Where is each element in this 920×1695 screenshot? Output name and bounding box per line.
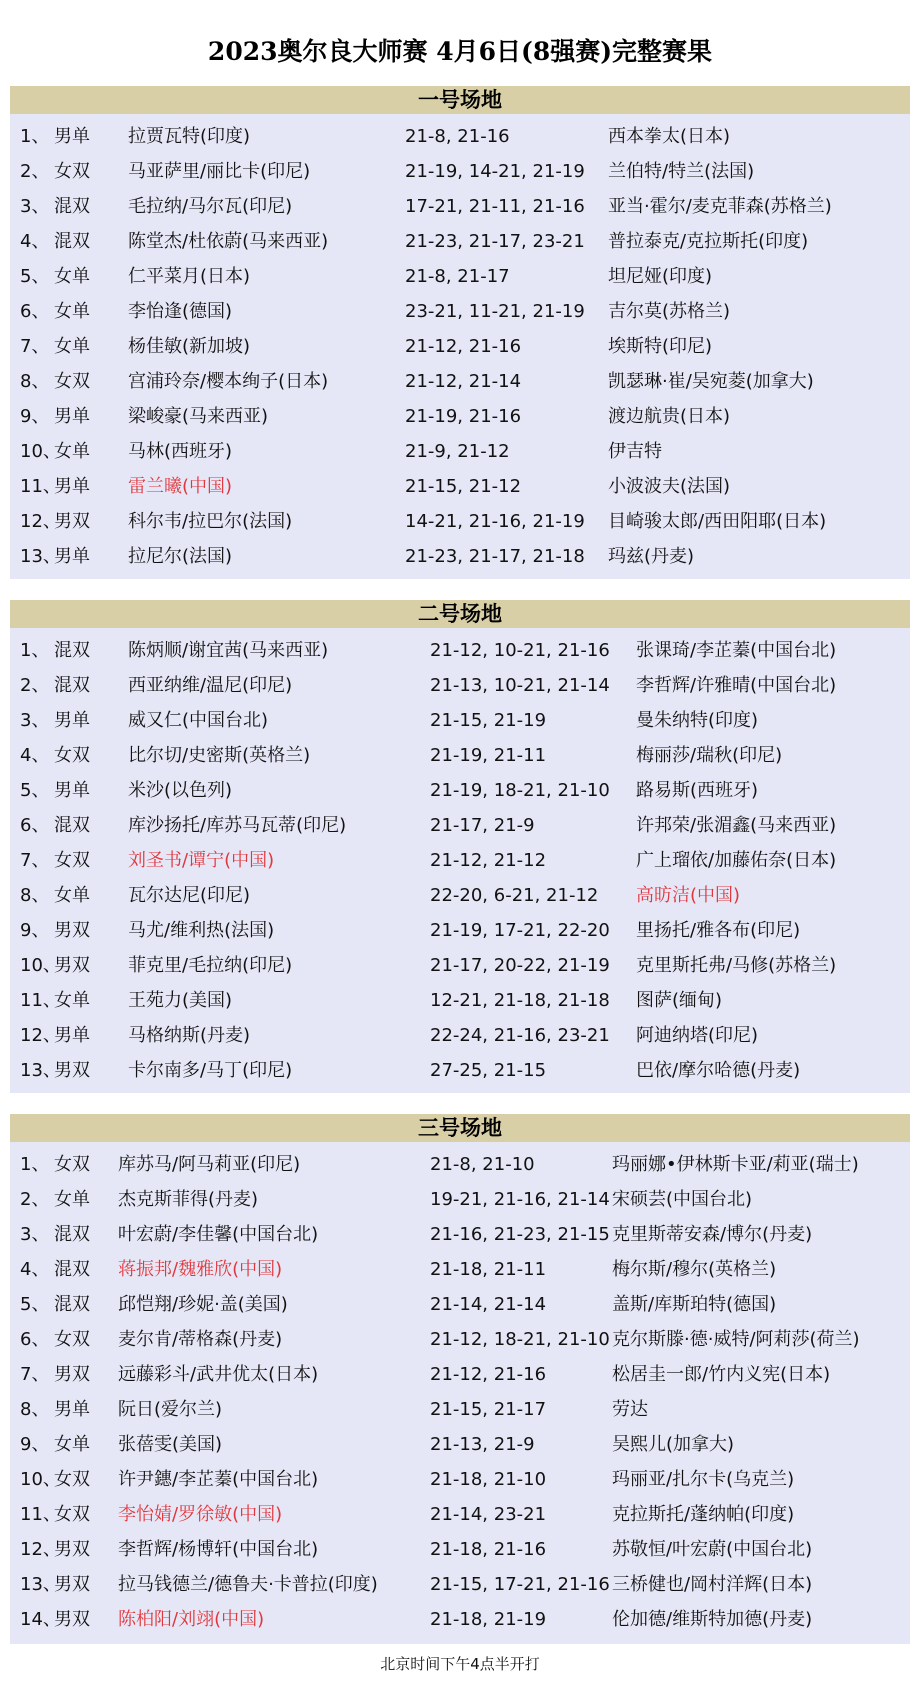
match-event: 女双 bbox=[54, 850, 90, 871]
player-a: 许尹鏸/李芷蓁(中国台北) bbox=[118, 1469, 319, 1490]
match-number: 3、 bbox=[20, 196, 50, 217]
match-number: 12、 bbox=[20, 511, 61, 532]
match-row bbox=[10, 773, 910, 808]
match-event: 男单 bbox=[54, 780, 90, 801]
match-row bbox=[10, 668, 910, 703]
match-number: 4、 bbox=[20, 1259, 50, 1280]
match-score: 21-17, 21-9 bbox=[430, 815, 535, 836]
match-score: 21-12, 21-14 bbox=[405, 371, 522, 392]
player-a: 王苑力(美国) bbox=[128, 990, 233, 1011]
player-b: 曼朱纳特(印度) bbox=[636, 710, 759, 731]
match-row bbox=[10, 1602, 910, 1637]
match-event: 女双 bbox=[54, 745, 90, 766]
player-a: 李怡婧/罗徐敏(中国) bbox=[118, 1504, 283, 1525]
match-number: 12、 bbox=[20, 1025, 61, 1046]
match-row bbox=[10, 948, 910, 983]
player-b: 伦加德/维斯特加德(丹麦) bbox=[612, 1609, 813, 1630]
match-row bbox=[10, 364, 910, 399]
court-heading: 三号场地 bbox=[10, 1114, 910, 1142]
match-row bbox=[10, 329, 910, 364]
match-score: 21-8, 21-16 bbox=[405, 126, 510, 147]
player-b: 克里斯托弗/马修(苏格兰) bbox=[636, 955, 837, 976]
match-number: 3、 bbox=[20, 1224, 50, 1245]
match-event: 女单 bbox=[54, 1189, 90, 1210]
match-row bbox=[10, 1322, 910, 1357]
player-b: 张课琦/李芷蓁(中国台北) bbox=[636, 640, 837, 661]
match-number: 5、 bbox=[20, 1294, 50, 1315]
match-event: 男双 bbox=[54, 1539, 90, 1560]
match-event: 混双 bbox=[54, 1294, 90, 1315]
player-a: 邱恺翔/珍妮·盖(美国) bbox=[118, 1294, 288, 1315]
player-b: 凯瑟琳·崔/吴宛菱(加拿大) bbox=[608, 371, 814, 392]
player-a: 阮日(爱尔兰) bbox=[118, 1399, 223, 1420]
player-a: 威又仁(中国台北) bbox=[128, 710, 269, 731]
player-a: 李怡逢(德国) bbox=[128, 301, 233, 322]
match-row bbox=[10, 983, 910, 1018]
match-number: 10、 bbox=[20, 1469, 61, 1490]
player-b: 小波波夫(法国) bbox=[608, 476, 731, 497]
match-row bbox=[10, 1252, 910, 1287]
match-row bbox=[10, 434, 910, 469]
match-row bbox=[10, 1532, 910, 1567]
player-a: 梁峻豪(马来西亚) bbox=[128, 406, 269, 427]
match-event: 男单 bbox=[54, 126, 90, 147]
player-a: 麦尔肯/蒂格森(丹麦) bbox=[118, 1329, 283, 1350]
match-row bbox=[10, 808, 910, 843]
match-number: 4、 bbox=[20, 745, 50, 766]
match-score: 14-21, 21-16, 21-19 bbox=[405, 511, 585, 532]
match-number: 1、 bbox=[20, 640, 50, 661]
match-score: 21-8, 21-10 bbox=[430, 1154, 535, 1175]
match-score: 21-12, 21-16 bbox=[405, 336, 522, 357]
match-number: 1、 bbox=[20, 1154, 50, 1175]
match-number: 4、 bbox=[20, 231, 50, 252]
match-event: 混双 bbox=[54, 675, 90, 696]
match-number: 3、 bbox=[20, 710, 50, 731]
match-score: 22-24, 21-16, 23-21 bbox=[430, 1025, 610, 1046]
player-a: 米沙(以色列) bbox=[128, 780, 233, 801]
match-number: 6、 bbox=[20, 1329, 50, 1350]
match-number: 8、 bbox=[20, 371, 50, 392]
player-a: 马亚萨里/丽比卡(印尼) bbox=[128, 161, 311, 182]
match-event: 女双 bbox=[54, 371, 90, 392]
match-row bbox=[10, 1147, 910, 1182]
match-number: 11、 bbox=[20, 990, 61, 1011]
match-number: 7、 bbox=[20, 850, 50, 871]
player-b: 玛兹(丹麦) bbox=[608, 546, 695, 567]
player-a: 宫浦玲奈/樱本绚子(日本) bbox=[128, 371, 329, 392]
match-event: 混双 bbox=[54, 196, 90, 217]
player-b: 里扬托/雅各布(印尼) bbox=[636, 920, 801, 941]
player-a: 雷兰曦(中国) bbox=[128, 476, 233, 497]
match-row bbox=[10, 1567, 910, 1602]
match-event: 男双 bbox=[54, 1060, 90, 1081]
match-number: 8、 bbox=[20, 885, 50, 906]
match-row bbox=[10, 1217, 910, 1252]
match-event: 混双 bbox=[54, 1224, 90, 1245]
match-event: 混双 bbox=[54, 1259, 90, 1280]
player-b: 盖斯/库斯珀特(德国) bbox=[612, 1294, 777, 1315]
match-row bbox=[10, 1053, 910, 1088]
match-score: 21-18, 21-11 bbox=[430, 1259, 547, 1280]
player-b: 伊吉特 bbox=[608, 441, 662, 462]
player-a: 马格纳斯(丹麦) bbox=[128, 1025, 251, 1046]
match-score: 21-19, 21-16 bbox=[405, 406, 522, 427]
player-a: 拉尼尔(法国) bbox=[128, 546, 233, 567]
player-a: 毛拉纳/马尔瓦(印尼) bbox=[128, 196, 293, 217]
player-b: 宋硕芸(中国台北) bbox=[612, 1189, 753, 1210]
player-b: 广上瑠依/加藤佑奈(日本) bbox=[636, 850, 837, 871]
match-number: 14、 bbox=[20, 1609, 61, 1630]
match-number: 1、 bbox=[20, 126, 50, 147]
player-a: 杰克斯菲得(丹麦) bbox=[118, 1189, 259, 1210]
match-score: 21-12, 21-12 bbox=[430, 850, 547, 871]
player-a: 拉马钱德兰/德鲁夫·卡普拉(印度) bbox=[118, 1574, 378, 1595]
match-event: 女单 bbox=[54, 1434, 90, 1455]
player-b: 克里斯蒂安森/博尔(丹麦) bbox=[612, 1224, 813, 1245]
player-a: 陈炳顺/谢宜茜(马来西亚) bbox=[128, 640, 329, 661]
player-b: 亚当·霍尔/麦克菲森(苏格兰) bbox=[608, 196, 832, 217]
match-score: 19-21, 21-16, 21-14 bbox=[430, 1189, 610, 1210]
player-b: 李哲辉/许雅晴(中国台北) bbox=[636, 675, 837, 696]
match-score: 21-15, 17-21, 21-16 bbox=[430, 1574, 610, 1595]
player-a: 蒋振邦/魏雅欣(中国) bbox=[118, 1259, 283, 1280]
player-b: 三桥健也/岡村洋辉(日本) bbox=[612, 1574, 813, 1595]
player-b: 许邦荣/张湄鑫(马来西亚) bbox=[636, 815, 837, 836]
match-row bbox=[10, 913, 910, 948]
match-score: 21-19, 14-21, 21-19 bbox=[405, 161, 585, 182]
player-b: 图萨(缅甸) bbox=[636, 990, 723, 1011]
match-event: 女双 bbox=[54, 161, 90, 182]
page-title: 2023奥尔良大师赛 4月6日(8强赛)完整赛果 bbox=[207, 37, 713, 66]
match-row bbox=[10, 1357, 910, 1392]
match-event: 女单 bbox=[54, 266, 90, 287]
player-b: 西本拳太(日本) bbox=[608, 126, 731, 147]
player-a: 马林(西班牙) bbox=[128, 441, 233, 462]
player-a: 陈堂杰/杜依蔚(马来西亚) bbox=[128, 231, 329, 252]
match-event: 女双 bbox=[54, 1329, 90, 1350]
match-list bbox=[10, 628, 910, 1088]
match-row bbox=[10, 1018, 910, 1053]
match-score: 21-18, 21-10 bbox=[430, 1469, 547, 1490]
match-row bbox=[10, 633, 910, 668]
match-row bbox=[10, 224, 910, 259]
match-row bbox=[10, 1287, 910, 1322]
match-number: 6、 bbox=[20, 301, 50, 322]
player-b: 兰伯特/特兰(法国) bbox=[608, 161, 755, 182]
match-list bbox=[10, 1142, 910, 1637]
match-row bbox=[10, 399, 910, 434]
player-a: 张蓓雯(美国) bbox=[118, 1434, 223, 1455]
player-b: 普拉泰克/克拉斯托(印度) bbox=[608, 231, 809, 252]
match-row bbox=[10, 738, 910, 773]
match-number: 2、 bbox=[20, 161, 50, 182]
player-b: 玛丽娜•伊林斯卡亚/莉亚(瑞士) bbox=[612, 1154, 859, 1175]
player-b: 梅丽莎/瑞秋(印尼) bbox=[636, 745, 783, 766]
match-event: 女单 bbox=[54, 301, 90, 322]
player-a: 陈柏阳/刘翊(中国) bbox=[118, 1609, 265, 1630]
match-row bbox=[10, 154, 910, 189]
match-row bbox=[10, 878, 910, 913]
player-b: 高昉洁(中国) bbox=[636, 885, 741, 906]
match-number: 2、 bbox=[20, 1189, 50, 1210]
match-number: 7、 bbox=[20, 1364, 50, 1385]
match-number: 7、 bbox=[20, 336, 50, 357]
player-b: 克尔斯滕·德·威特/阿莉莎(荷兰) bbox=[612, 1329, 860, 1350]
player-a: 库苏马/阿马莉亚(印尼) bbox=[118, 1154, 301, 1175]
player-a: 比尔切/史密斯(英格兰) bbox=[128, 745, 311, 766]
match-score: 21-19, 21-11 bbox=[430, 745, 547, 766]
match-row bbox=[10, 504, 910, 539]
match-event: 男双 bbox=[54, 1574, 90, 1595]
match-score: 21-12, 21-16 bbox=[430, 1364, 547, 1385]
match-number: 5、 bbox=[20, 266, 50, 287]
match-event: 男单 bbox=[54, 546, 90, 567]
match-row bbox=[10, 1427, 910, 1462]
court-section-3 bbox=[10, 1114, 910, 1644]
match-number: 10、 bbox=[20, 441, 61, 462]
match-score: 17-21, 21-11, 21-16 bbox=[405, 196, 585, 217]
match-event: 男双 bbox=[54, 1364, 90, 1385]
match-number: 5、 bbox=[20, 780, 50, 801]
player-b: 克拉斯托/蓬纳帕(印度) bbox=[612, 1504, 795, 1525]
player-a: 拉贾瓦特(印度) bbox=[128, 126, 251, 147]
match-score: 21-23, 21-17, 21-18 bbox=[405, 546, 585, 567]
match-score: 12-21, 21-18, 21-18 bbox=[430, 990, 610, 1011]
player-b: 渡边航贵(日本) bbox=[608, 406, 731, 427]
match-number: 8、 bbox=[20, 1399, 50, 1420]
match-event: 男双 bbox=[54, 920, 90, 941]
match-number: 2、 bbox=[20, 675, 50, 696]
player-a: 马尤/维利热(法国) bbox=[128, 920, 275, 941]
player-b: 路易斯(西班牙) bbox=[636, 780, 759, 801]
match-row bbox=[10, 1182, 910, 1217]
match-number: 9、 bbox=[20, 406, 50, 427]
match-score: 21-14, 21-14 bbox=[430, 1294, 547, 1315]
player-b: 目崎骏太郎/西田阳耶(日本) bbox=[608, 511, 827, 532]
match-number: 11、 bbox=[20, 476, 61, 497]
match-score: 21-12, 18-21, 21-10 bbox=[430, 1329, 610, 1350]
player-b: 苏敬恒/叶宏蔚(中国台北) bbox=[612, 1539, 813, 1560]
match-event: 男单 bbox=[54, 1025, 90, 1046]
player-a: 库沙扬托/库苏马瓦蒂(印尼) bbox=[128, 815, 347, 836]
player-b: 埃斯特(印尼) bbox=[608, 336, 713, 357]
player-b: 阿迪纳塔(印尼) bbox=[636, 1025, 759, 1046]
match-event: 混双 bbox=[54, 640, 90, 661]
court-section-1 bbox=[10, 86, 910, 579]
match-row bbox=[10, 119, 910, 154]
match-score: 21-19, 18-21, 21-10 bbox=[430, 780, 610, 801]
match-score: 21-12, 10-21, 21-16 bbox=[430, 640, 610, 661]
match-number: 13、 bbox=[20, 1574, 61, 1595]
match-score: 21-17, 20-22, 21-19 bbox=[430, 955, 610, 976]
match-score: 21-9, 21-12 bbox=[405, 441, 510, 462]
player-b: 吉尔莫(苏格兰) bbox=[608, 301, 731, 322]
match-number: 12、 bbox=[20, 1539, 61, 1560]
match-score: 22-20, 6-21, 21-12 bbox=[430, 885, 599, 906]
match-number: 13、 bbox=[20, 546, 61, 567]
match-number: 13、 bbox=[20, 1060, 61, 1081]
match-score: 21-18, 21-16 bbox=[430, 1539, 547, 1560]
match-number: 9、 bbox=[20, 1434, 50, 1455]
court-heading: 一号场地 bbox=[10, 86, 910, 114]
match-score: 21-15, 21-12 bbox=[405, 476, 522, 497]
match-score: 21-13, 10-21, 21-14 bbox=[430, 675, 610, 696]
match-score: 21-13, 21-9 bbox=[430, 1434, 535, 1455]
court-heading: 二号场地 bbox=[10, 600, 910, 628]
match-row bbox=[10, 1497, 910, 1532]
match-row bbox=[10, 703, 910, 738]
match-event: 女双 bbox=[54, 1154, 90, 1175]
match-score: 21-14, 23-21 bbox=[430, 1504, 547, 1525]
match-event: 混双 bbox=[54, 815, 90, 836]
match-row bbox=[10, 294, 910, 329]
player-a: 瓦尔达尼(印尼) bbox=[128, 885, 251, 906]
court-section-2 bbox=[10, 600, 910, 1093]
match-score: 21-8, 21-17 bbox=[405, 266, 510, 287]
match-score: 27-25, 21-15 bbox=[430, 1060, 547, 1081]
match-row bbox=[10, 1392, 910, 1427]
match-event: 混双 bbox=[54, 231, 90, 252]
match-number: 6、 bbox=[20, 815, 50, 836]
match-event: 男单 bbox=[54, 710, 90, 731]
player-b: 坦尼娅(印度) bbox=[608, 266, 713, 287]
match-score: 21-23, 21-17, 23-21 bbox=[405, 231, 585, 252]
player-b: 梅尔斯/穆尔(英格兰) bbox=[612, 1259, 777, 1280]
player-b: 劳达 bbox=[612, 1399, 648, 1420]
player-a: 李哲辉/杨博轩(中国台北) bbox=[118, 1539, 319, 1560]
match-score: 21-15, 21-19 bbox=[430, 710, 547, 731]
match-score: 21-19, 17-21, 22-20 bbox=[430, 920, 610, 941]
player-a: 杨佳敏(新加坡) bbox=[128, 336, 251, 357]
match-list bbox=[10, 114, 910, 574]
player-a: 叶宏蔚/李佳馨(中国台北) bbox=[118, 1224, 319, 1245]
match-row bbox=[10, 469, 910, 504]
player-a: 卡尔南多/马丁(印尼) bbox=[128, 1060, 293, 1081]
player-b: 玛丽亚/扎尔卡(乌克兰) bbox=[612, 1469, 795, 1490]
match-row bbox=[10, 539, 910, 574]
match-event: 男单 bbox=[54, 406, 90, 427]
match-score: 23-21, 11-21, 21-19 bbox=[405, 301, 585, 322]
match-score: 21-16, 21-23, 21-15 bbox=[430, 1224, 610, 1245]
player-a: 西亚纳维/温尼(印尼) bbox=[128, 675, 293, 696]
match-row bbox=[10, 189, 910, 224]
player-b: 巴依/摩尔哈德(丹麦) bbox=[636, 1060, 801, 1081]
match-number: 10、 bbox=[20, 955, 61, 976]
match-number: 9、 bbox=[20, 920, 50, 941]
match-event: 男双 bbox=[54, 511, 90, 532]
player-a: 菲克里/毛拉纳(印尼) bbox=[128, 955, 293, 976]
match-score: 21-18, 21-19 bbox=[430, 1609, 547, 1630]
player-a: 科尔韦/拉巴尔(法国) bbox=[128, 511, 293, 532]
player-a: 刘圣书/谭宁(中国) bbox=[128, 850, 275, 871]
start-time-note: 北京时间下午4点半开打 bbox=[380, 1655, 540, 1673]
player-b: 吴熙儿(加拿大) bbox=[612, 1434, 735, 1455]
match-event: 女单 bbox=[54, 336, 90, 357]
match-number: 11、 bbox=[20, 1504, 61, 1525]
match-event: 男单 bbox=[54, 1399, 90, 1420]
match-event: 女双 bbox=[54, 1469, 90, 1490]
match-score: 21-15, 21-17 bbox=[430, 1399, 547, 1420]
match-event: 女单 bbox=[54, 441, 90, 462]
match-row bbox=[10, 843, 910, 878]
match-event: 男单 bbox=[54, 476, 90, 497]
player-a: 仁平菜月(日本) bbox=[128, 266, 251, 287]
player-b: 松居圭一郎/竹内义宪(日本) bbox=[612, 1364, 831, 1385]
match-event: 女单 bbox=[54, 885, 90, 906]
match-event: 女双 bbox=[54, 1504, 90, 1525]
match-event: 男双 bbox=[54, 1609, 90, 1630]
player-a: 远藤彩斗/武井优太(日本) bbox=[118, 1364, 319, 1385]
match-event: 女单 bbox=[54, 990, 90, 1011]
match-row bbox=[10, 259, 910, 294]
match-event: 男双 bbox=[54, 955, 90, 976]
match-row bbox=[10, 1462, 910, 1497]
